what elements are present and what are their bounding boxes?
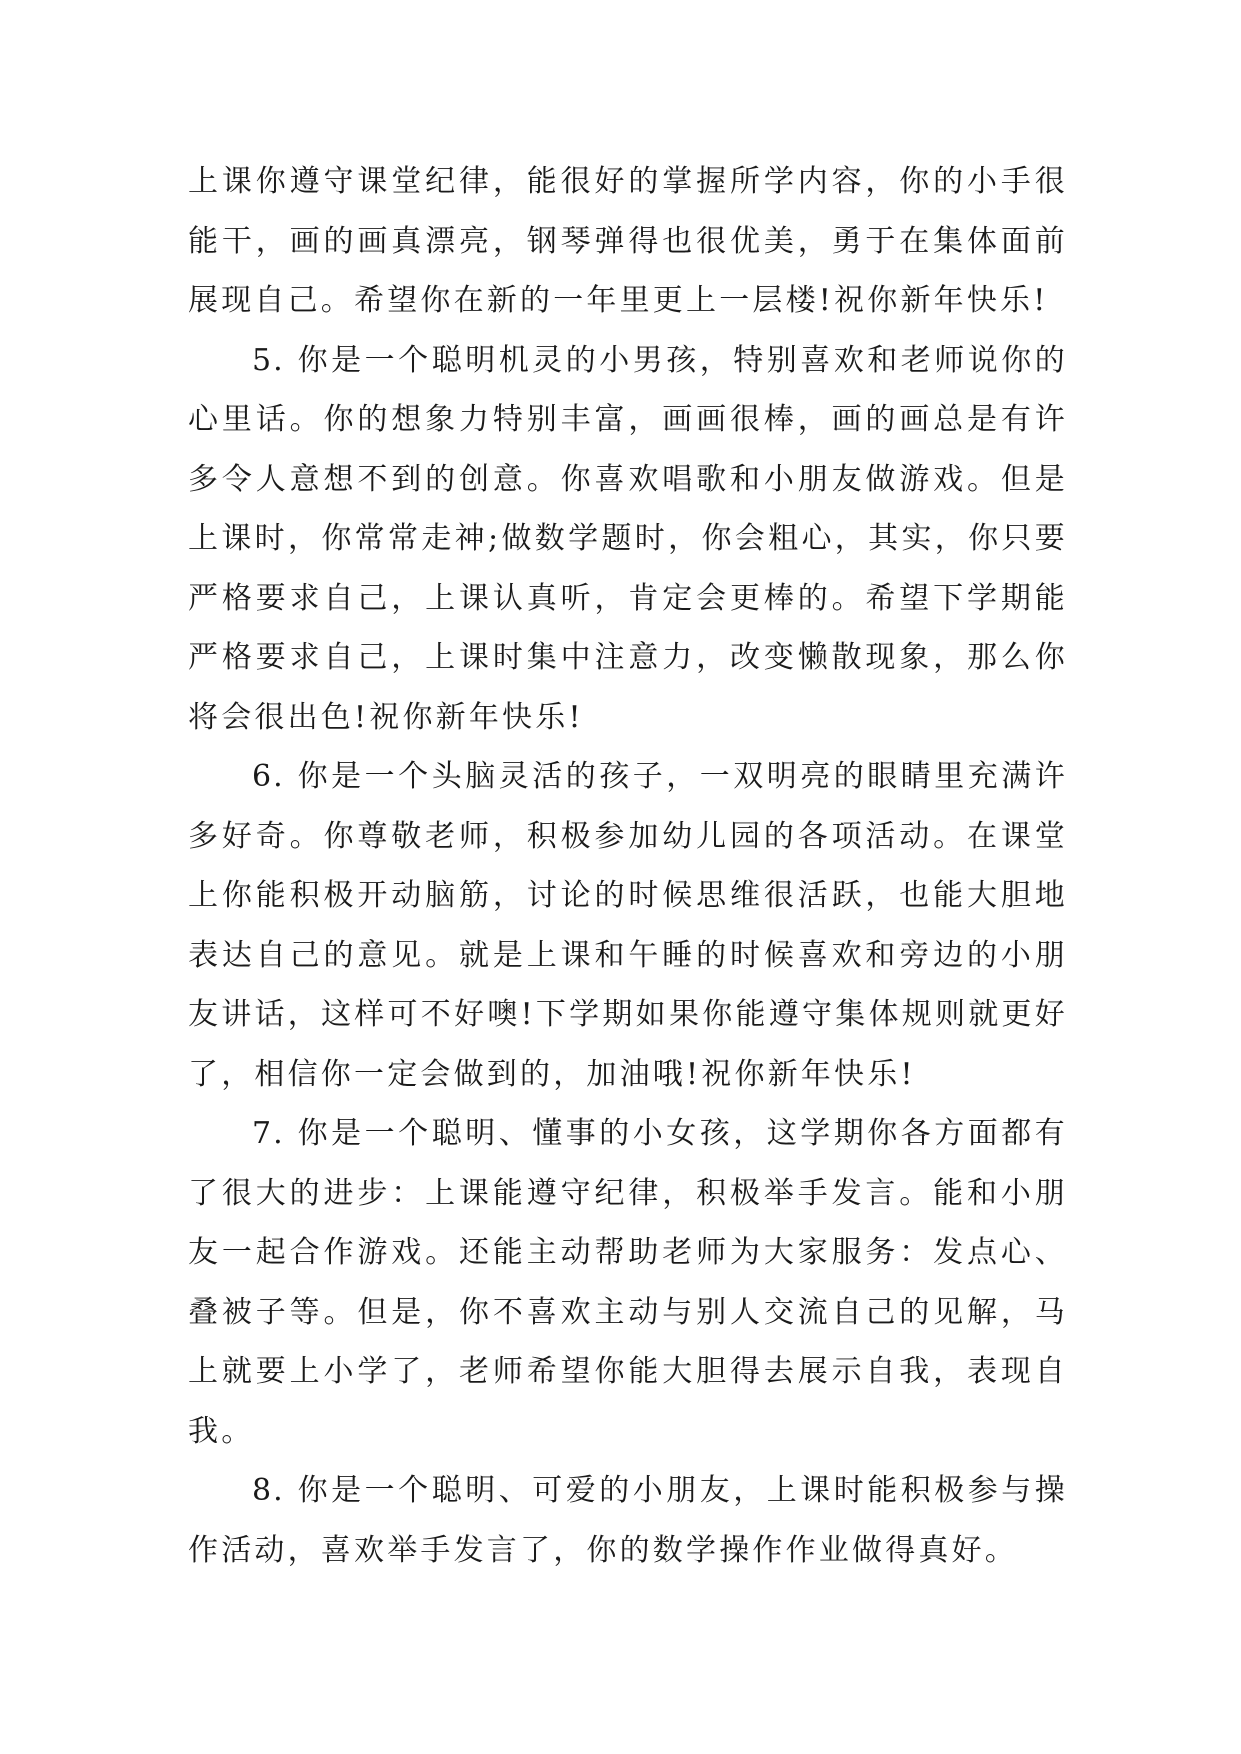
- document-body: [188, 152, 1068, 1580]
- paragraph-number: 5.: [252, 342, 285, 378]
- paragraph-text: 上课你遵守课堂纪律，能很好的掌握所学内容，你的小手很能干，画的画真漂亮，钢琴弹得也很优美，勇于在集体面前展现自己。希望你在新的一年里更上一层楼!祝你新年快乐!: [188, 164, 1068, 318]
- paragraph-text: 你是一个聪明机灵的小男孩，特别喜欢和老师说你的心里话。你的想象力特别丰富，画画很棒，画的画总是有许多令人意想不到的创意。你喜欢唱歌和小朋友做游戏。但是上课时，你常常走神;做数学题时，你会粗心，其实，你只要严格要求自己，上课认真听，肯定会更棒的。希望下学期能严格要求自己，上课时集中注意力，改变懒散现象，那么你将会很出色!祝你新年快乐!: [188, 342, 1068, 735]
- paragraph-text: 你是一个头脑灵活的孩子，一双明亮的眼睛里充满许多好奇。你尊敬老师，积极参加幼儿园的各项活动。在课堂上你能积极开动脑筋，讨论的时候思维很活跃，也能大胆地表达自己的意见。就是上课和午睡的时候喜欢和旁边的小朋友讲话，这样可不好噢!下学期如果你能遵守集体规则就更好了，相信你一定会做到的，加油哦!祝你新年快乐!: [188, 759, 1068, 1092]
- paragraph-7: [188, 1104, 1068, 1461]
- paragraph-8: [188, 1461, 1068, 1580]
- paragraph-number: 6.: [252, 759, 285, 794]
- paragraph-6: [188, 747, 1068, 1104]
- paragraph-number: 8.: [252, 1473, 285, 1508]
- paragraph-text: 你是一个聪明、懂事的小女孩，这学期你各方面都有了很大的进步：上课能遵守纪律，积极举手发言。能和小朋友一起合作游戏。还能主动帮助老师为大家服务：发点心、叠被子等。但是，你不喜欢主动与别人交流自己的见解，马上就要上小学了，老师希望你能大胆得去展示自我，表现自我。: [188, 1116, 1068, 1449]
- paragraph-5: [188, 331, 1068, 748]
- paragraph-continued: [188, 152, 1068, 331]
- paragraph-number: 7.: [252, 1116, 285, 1151]
- paragraph-text: 你是一个聪明、可爱的小朋友，上课时能积极参与操作活动，喜欢举手发言了，你的数学操作作业做得真好。: [188, 1473, 1068, 1568]
